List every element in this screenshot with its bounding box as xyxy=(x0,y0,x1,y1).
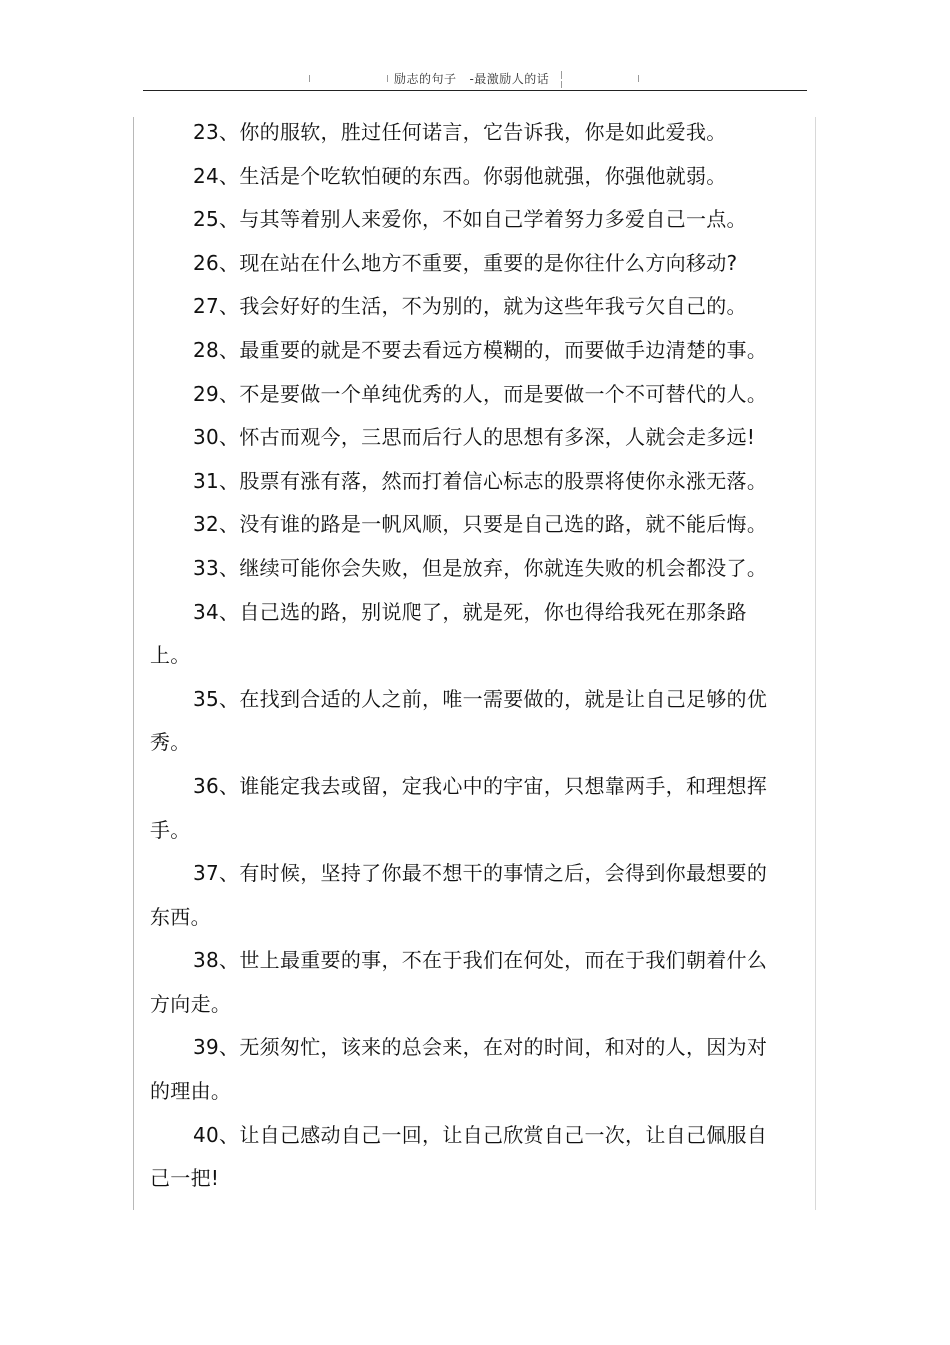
quote-27: 27、我会好好的生活，不为别的，就为这些年我亏欠自己的。 xyxy=(193,294,747,319)
quote-24: 24、生活是个吃软怕硬的东西。你弱他就强，你强他就弱。 xyxy=(193,163,727,188)
quote-34: 34、自己选的路，别说爬了，就是死，你也得给我死在那条路上。 xyxy=(150,599,747,668)
header-tick xyxy=(561,81,562,88)
quote-35: 35、在找到合适的人之前，唯一需要做的，就是让自己足够的优秀。 xyxy=(150,686,768,755)
quote-36: 36、谁能定我去或留，定我心中的宇宙，只想靠两手，和理想挥手。 xyxy=(150,773,768,842)
header-tick xyxy=(387,75,388,82)
header-rule xyxy=(143,90,807,91)
quote-26: 26、现在站在什么地方不重要，重要的是你往什么方向移动? xyxy=(193,250,738,275)
quote-23: 23、你的服软，胜过任何诺言，它告诉我，你是如此爱我。 xyxy=(193,120,727,144)
header-title: 励志的句子 -最激励人的话 xyxy=(394,72,550,86)
quote-39: 39、无须匆忙，该来的总会来，在对的时间，和对的人，因为对的理由。 xyxy=(150,1035,768,1104)
header-tick xyxy=(309,75,310,82)
quote-list xyxy=(150,111,774,1201)
quote-28: 28、最重要的就是不要去看远方模糊的，而要做手边清楚的事。 xyxy=(193,337,768,362)
quote-32: 32、没有谁的路是一帆风顺，只要是自己选的路，就不能后悔。 xyxy=(193,512,768,537)
quote-31: 31、股票有涨有落，然而打着信心标志的股票将使你永涨无落。 xyxy=(193,468,768,493)
header-tick xyxy=(638,75,639,82)
right-margin-line xyxy=(815,117,816,1210)
left-margin-line xyxy=(133,117,134,1210)
quote-29: 29、不是要做一个单纯优秀的人，而是要做一个不可替代的人。 xyxy=(193,381,768,406)
header-tick xyxy=(561,71,562,79)
page-header xyxy=(0,66,950,90)
quote-30: 30、怀古而观今，三思而后行人的思想有多深，人就会走多远! xyxy=(193,425,756,450)
quote-37: 37、有时候，坚持了你最不想干的事情之后，会得到你最想要的东西。 xyxy=(150,861,768,929)
quote-40: 40、让自己感动自己一回，让自己欣赏自己一次，让自己佩服自己一把! xyxy=(150,1122,768,1191)
quote-33: 33、继续可能你会失败，但是放弃，你就连失败的机会都没了。 xyxy=(193,555,768,580)
quote-38: 38、世上最重要的事，不在于我们在何处，而在于我们朝着什么方向走。 xyxy=(150,948,768,1016)
quote-25: 25、与其等着别人来爱你，不如自己学着努力多爱自己一点。 xyxy=(193,207,747,232)
